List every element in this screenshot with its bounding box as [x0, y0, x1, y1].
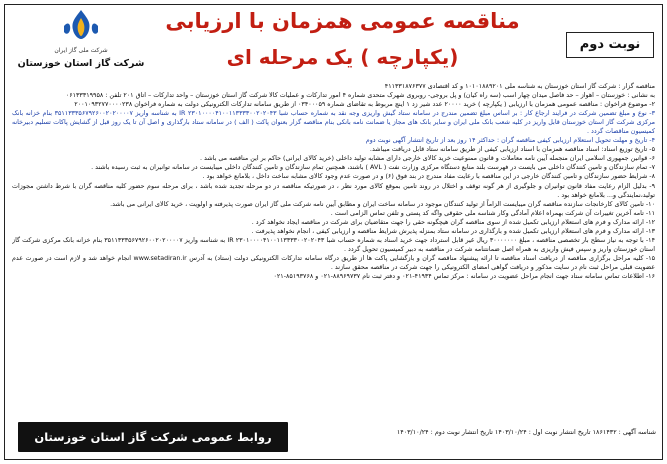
paragraph-0: مناقصه گزار : شرکت گاز استان خوزستان به شناسه ملی ۱۰۱۰۱۸۸۹۲۰۱ و کد اقتصادی ۴۱۱۳۳۱۸۷۶۳۷۷ — [384, 83, 655, 90]
paragraph-12: ۱۲- ارائه مدارک و فرم های استعلام ارزیابی تکمیل شده از سوی مناقصه گران هیچگونه حقی را جهت متقاضیان برای شرکت در مناقصه ایجاد نخواهد کرد . — [251, 218, 655, 226]
logo-caption-small: شرکت ملی گاز ایران — [54, 47, 108, 54]
paragraph-5: ۵- تاریخ توزیع اسناد: اسناد مناقصه همزمان با اسناد ارزیابی کیفی از طریق سامانه ستاد قابل دریافت میباشد. — [369, 146, 655, 154]
paragraph-8: ۸- شرایط حضور سازندگان و تامین کنندگان خارجی در این مناقصه با رعایت مفاد مندرج در بند فوق (۶) و در صورت عدم وجود کالای مشابه ساخت داخل ، بلامانع خواهد بود . — [202, 173, 655, 181]
logo-caption: شرکت گاز استان خوزستان — [17, 58, 145, 69]
paragraph-10: ۱۰- تامین کالای کارخانجات سازنده مناقصه گران میبایست الزاماً از تولید کنندگان موجود در سامانه ساخت ایران و مطابق آیین نامه شرکت ملی گاز ایران صورت پذیرفته و اولویت ، خرید کالای ایرانی می باشد. — [110, 200, 655, 208]
company-logo — [16, 8, 146, 84]
public-relations-banner: روابط عمومی شرکت گاز استان خوزستان — [18, 422, 288, 452]
title-block — [150, 6, 535, 78]
paragraph-16: ۱۶- اطلاعات تماس سامانه ستاد جهت انجام مراحل عضویت در سامانه : مرکز تماس ۴۱۹۳۴-۰۲۱ و دفتر ثبت نام ۸۸۹۶۹۷۳۷-۰۲۱ و ۸۵۱۹۳۷۶۸-۰۲۱ — [273, 272, 655, 280]
paragraph-15: ۱۵- کلیه مراحل برگزاری مناقصه از دریافت اسناد مناقصه تا ارائه پیشنهاد مناقصه گران و بازگشایی پاکت ها از طریق درگاه سامانه تدارکات الکترونیکی دولت (ستاد) به آدرس www.setadiran.ir انجام خواهد شد و لازم است در صورت عدم عضویت قبلی مراحل ثبت نام در سایت مذکور و دریافت گواهی امضای الکترونیکی را جهت شرکت در مناقصه محقق سازند . — [12, 254, 655, 271]
page-subtitle: (یکپارچه ) یک مرحله ای — [226, 45, 459, 69]
flame-emblem-icon — [59, 8, 103, 42]
paragraph-2: ۲- موضوع فراخوان : مناقصه عمومی همزمان با ارزیابی ( یکپارچه ) خرید ۲۰۰۰۰ عدد شیر زد ۱ اینچ مربوط به تقاضای شماره ۰۳۴۰۰۰۵۹ از طریق سامانه تدارکات الکترونیکی دولت به شماره فراخوان ۲۰۰۱۰۹۳۲۷۷۰۰۰۰۲۳۸ — [74, 101, 655, 109]
paragraph-13: ۱۳- ارائه مدارک و فرم های استعلام ارزیابی تکمیل شده و بارگذاری در سامانه ستاد بمنزله پذیرش شرایط مناقصه و ارزیابی کیفی ، انجام نخواهد پذیرفت . — [251, 227, 655, 235]
paragraph-11: ۱۱- تامه آخرین تغییرات آن شرکت بهمراه اعلام آمادگی وکار شناسه ملی حقوقی واگه کد پستی و تلفن تماس الزامی است . — [330, 209, 655, 217]
page-title: مناقصه عمومی همزمان با ارزیابی — [165, 9, 520, 33]
paragraph-1: به نشانی : خوزستان – اهواز – حد فاصل میدان چهار اسب (سه راه کیان) و پل بروجی- روبروی شهرک متحدی شماره ۴ امور تدارکات و عملیات کالا شرکت گاز استان خوزستان – واحد تدارکات – اتاق ۲۰۱ تلفن : ۰۶۱۳۳۳۱۹۹۵۸ — [65, 92, 655, 100]
paragraph-6: ۶- قوانین جمهوری اسلامی ایران منجمله آیین نامه معاملات و قانون ممنوعیت خرید کالای خارجی دارای مشابه تولید داخلی (خرید کالای ایرانی) حاکم بر این مناقصه می باشد . — [199, 155, 655, 163]
paragraph-7: ۷- تمام سازندگان و تامین کنندگان داخلی می بایست در فهرست بلند منابع دستگاه مرکزی وزارت نفت ( AVL ) باشند، همچنین تمام سازندگان و تامین کنندگان داخلی میبایست در سامانه توانیران به ثبت رسیده باشند . — [91, 164, 655, 172]
round-badge: نوبت دوم — [566, 32, 654, 58]
paragraph-14: ۱۴- با توجه به نیاز سطح بار تخصصی مناقصه ، مبلغ ۳۰۰۰۰۰۰۰ ریال غیر قابل استرداد جهت خرید اسناد به شماره حساب شبا IR ۲۳۰۱۰۰۰۰۴۱۰۰۱۱۳۳۳۳۰۰۲۰۲۰۴۳ به شناسه واریز ۳۵۱۱۳۳۳۵۶۷۹۲۶۰۰۲۰۲۰۰۰۰۷ بنام خزانه بانک مرکزی شرکت گاز استان خوزستان واریز و سپس فیش واریزی به همراه اصل ضمانتنامه شرکت در مناقصه به دبیر کمیسیون تحویل گردد . — [12, 236, 655, 253]
announcement-body — [12, 82, 655, 418]
paragraph-3: ۳- نوع و مبلغ تضمین شرکت در فرایند ارجاع کار : بر اساس مبلغ تضمین مندرج در سامانه ستاد گیش واریزی وجه نقد به شماره حساب شبا IR ۲۳۰۱۰۰۰۰۴۱۰۰۱۱۳۳۳۳۰۰۲۰۲۰۴۳ به شناسه واریز ۳۵۱۱۳۳۳۵۶۷۹۲۶۰۰۲۰۲۰۰۰۰۷ بنام خزانه بانک مرکزی شرکت گاز استان خوزستان قابل واریز در کلیه شعب بانک ملی ایران و سایر بانک های مجاز یا ضمانت نامه بانکی بنام مناقصه گزار بعنوان پاکت ( الف ) در سامانه ستاد بارگذاری و اصل آن تا یک روز قبل از گشایش پاکات تسلیم دبیرخانه کمیسیون مناقصات گردد . — [12, 110, 655, 136]
publication-dates: شناسه آگهی : ۱۸۶۱۴۳۲ تاریخ انتشار نوبت اول : ۱۴۰۳/۱۰/۲۴ تاریخ انتشار نوبت دوم : ۱۴۰۳/۱۰/۲۴ — [396, 428, 656, 436]
paragraph-9: ۹- بدلیل الزام رعایت مفاد قانون توانیران و جلوگیری از هر گونه توقف و اختلال در روند تامین بموقع کالای مورد نظر ، در صورتیکه مناقصه در دو مرحله تجدید شده باشد ، برای مرحله سوم حضور کلیه مناقصه گران با شرط داشتن مجوزات تولید،نمایندگی و... بلامانع خواهد بود . — [12, 182, 655, 199]
paragraph-4: ۴- تاریخ و مهلت تحویل استعلام ارزیابی کیفی مناقصه گران : حداکثر ۱۴ روز بعد از تاریخ انتشار آگهی نوبت دوم — [365, 137, 655, 145]
